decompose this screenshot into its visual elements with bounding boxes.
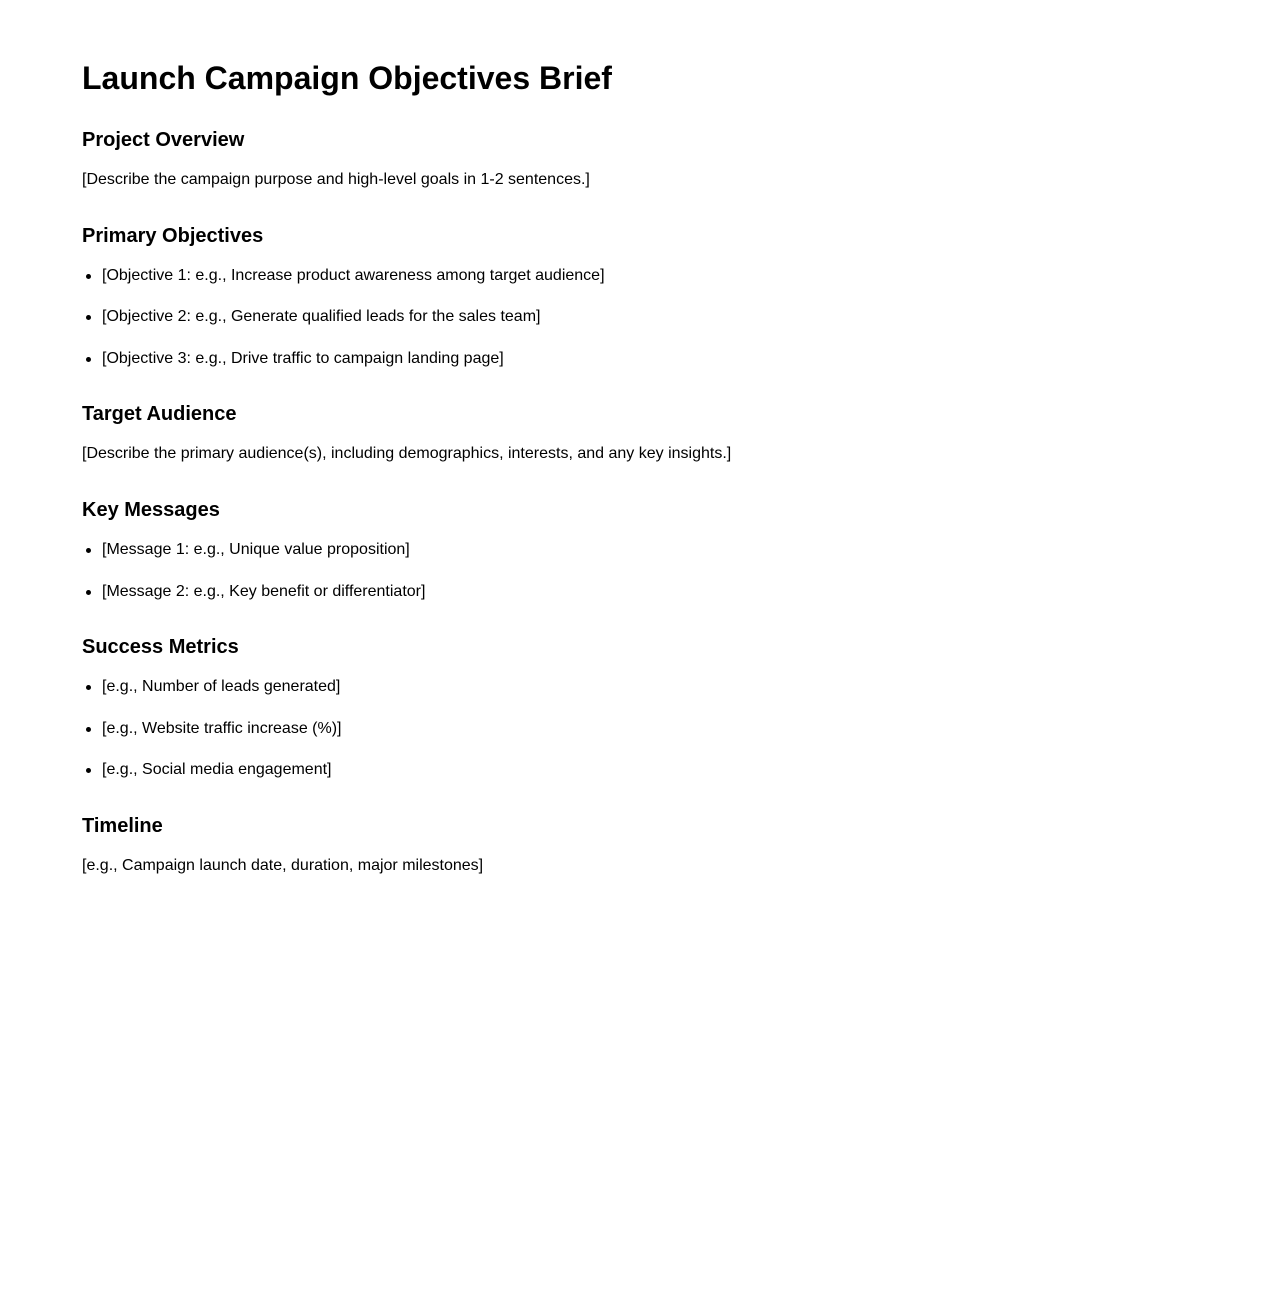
bullet-icon bbox=[86, 357, 91, 362]
section-heading-primary-objectives: Primary Objectives bbox=[82, 225, 264, 247]
list-item bbox=[102, 349, 504, 369]
list-item bbox=[102, 582, 425, 602]
target-audience-text: [Describe the primary audience(s), including demographics, interests, and any key insights.] bbox=[82, 445, 732, 462]
list-item-text: [e.g., Social media engagement] bbox=[102, 761, 332, 778]
list-item-text: [Objective 3: e.g., Drive traffic to campaign landing page] bbox=[102, 350, 504, 367]
section-heading-success-metrics: Success Metrics bbox=[82, 636, 239, 658]
page-title: Launch Campaign Objectives Brief bbox=[82, 60, 612, 96]
bullet-icon bbox=[86, 315, 91, 320]
section-heading-project-overview: Project Overview bbox=[82, 129, 245, 151]
list-item bbox=[102, 760, 331, 780]
list-item-text: [Message 1: e.g., Unique value proposition] bbox=[102, 541, 410, 558]
bullet-icon bbox=[86, 548, 91, 553]
section-heading-key-messages: Key Messages bbox=[82, 499, 220, 521]
project-overview-text: [Describe the campaign purpose and high-level goals in 1-2 sentences.] bbox=[82, 171, 590, 188]
list-item bbox=[102, 677, 340, 697]
bullet-icon bbox=[86, 274, 91, 279]
list-item bbox=[102, 719, 342, 739]
section-heading-target-audience: Target Audience bbox=[82, 403, 237, 425]
bullet-icon bbox=[86, 590, 91, 595]
bullet-icon bbox=[86, 727, 91, 732]
list-item bbox=[102, 540, 410, 560]
list-item bbox=[102, 266, 605, 286]
list-item-text: [Objective 2: e.g., Generate qualified leads for the sales team] bbox=[102, 308, 541, 325]
section-heading-timeline: Timeline bbox=[82, 815, 163, 837]
list-item-text: [Message 2: e.g., Key benefit or differentiator] bbox=[102, 583, 426, 600]
bullet-icon bbox=[86, 685, 91, 690]
timeline-text: [e.g., Campaign launch date, duration, major milestones] bbox=[82, 857, 484, 874]
list-item-text: [e.g., Number of leads generated] bbox=[102, 678, 341, 695]
list-item-text: [e.g., Website traffic increase (%)] bbox=[102, 720, 342, 737]
bullet-icon bbox=[86, 768, 91, 773]
list-item-text: [Objective 1: e.g., Increase product awareness among target audience] bbox=[102, 267, 605, 284]
list-item bbox=[102, 307, 540, 327]
